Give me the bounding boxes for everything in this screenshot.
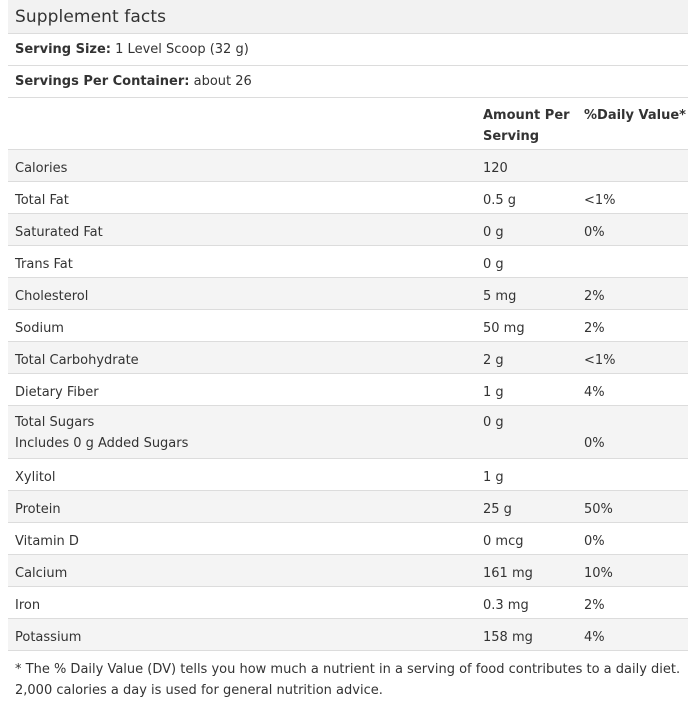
nutrient-amount: 0.5 g (483, 193, 517, 208)
nutrient-name (15, 254, 73, 275)
nutrient-amount: 0 g (483, 415, 504, 430)
amount-header-line2: Serving (483, 129, 540, 144)
nutrient-name-text: Calories (15, 161, 68, 176)
nutrient-name-text: Vitamin D (15, 534, 79, 549)
supplement-facts-panel (8, 0, 688, 703)
nutrient-amount: 0 g (483, 225, 504, 240)
table-row (8, 182, 688, 214)
nutrient-amount: 50 mg (483, 321, 525, 336)
table-row (8, 406, 688, 459)
page-title: Supplement facts (15, 6, 167, 27)
nutrient-amount: 0 mcg (483, 534, 524, 549)
nutrient-daily-value: 2% (584, 289, 605, 304)
nutrient-name (15, 467, 56, 488)
nutrient-amount: 5 mg (483, 289, 517, 304)
nutrient-table-body (8, 150, 688, 651)
nutrient-name (15, 318, 64, 339)
nutrient-name-text: Potassium (15, 630, 82, 645)
table-row (8, 555, 688, 587)
table-row (8, 342, 688, 374)
table-row (8, 374, 688, 406)
nutrient-name (15, 158, 67, 179)
serving-size-row (8, 34, 688, 66)
nutrient-name (15, 499, 61, 520)
nutrient-name-text: Dietary Fiber (15, 385, 99, 400)
nutrient-daily-value: 50% (584, 502, 613, 517)
nutrient-name (15, 627, 81, 648)
nutrient-amount: 25 g (483, 502, 512, 517)
nutrient-daily-value: 2% (584, 598, 605, 613)
nutrient-name (15, 222, 103, 243)
nutrient-amount: 1 g (483, 470, 504, 485)
table-row (8, 278, 688, 310)
table-row (8, 150, 688, 182)
nutrient-name-text: Iron (15, 598, 41, 613)
daily-value-header: %Daily Value* (584, 108, 686, 123)
table-row (8, 459, 688, 491)
nutrient-daily-value: 0% (584, 436, 605, 451)
nutrient-name-text: Sodium (15, 321, 64, 336)
nutrient-daily-value: 2% (584, 321, 605, 336)
nutrient-name (15, 190, 69, 211)
amount-per-serving-header (483, 105, 575, 147)
nutrient-name-text: Trans Fat (15, 257, 73, 272)
footnote: * The % Daily Value (DV) tells you how much a nutrient in a serving of food contributes to a daily diet. 2,000 calories a day is used for general nutrition advice. (15, 662, 681, 698)
nutrient-daily-value: 10% (584, 566, 613, 581)
table-row (8, 523, 688, 555)
nutrient-daily-value: <1% (584, 353, 616, 368)
nutrient-name (15, 412, 188, 454)
nutrient-name (15, 350, 139, 371)
nutrient-amount: 2 g (483, 353, 504, 368)
servings-per-container-value: about 26 (193, 74, 252, 89)
nutrient-name (15, 382, 99, 403)
table-row (8, 491, 688, 523)
nutrient-name-text: Calcium (15, 566, 68, 581)
nutrient-name-text: Total Sugars (15, 415, 95, 430)
nutrient-name-text: Total Fat (15, 193, 69, 208)
table-row (8, 214, 688, 246)
nutrient-name (15, 595, 40, 616)
table-row (8, 619, 688, 651)
nutrient-amount: 1 g (483, 385, 504, 400)
serving-size-value: 1 Level Scoop (32 g) (115, 42, 249, 57)
nutrient-daily-value: 4% (584, 385, 605, 400)
nutrient-daily-value: 4% (584, 630, 605, 645)
servings-per-container-label: Servings Per Container: (15, 74, 190, 89)
table-row (8, 246, 688, 278)
table-header (8, 98, 688, 150)
nutrient-name (15, 563, 67, 584)
nutrient-name (15, 531, 79, 552)
nutrient-amount: 161 mg (483, 566, 533, 581)
nutrient-name-text: Protein (15, 502, 61, 517)
title-bar (8, 0, 688, 34)
nutrient-amount: 0 g (483, 257, 504, 272)
nutrient-name-text: Cholesterol (15, 289, 89, 304)
serving-size-label: Serving Size: (15, 42, 112, 57)
nutrient-name-text: Xylitol (15, 470, 56, 485)
nutrient-name-text: Total Carbohydrate (15, 353, 139, 368)
nutrient-daily-value: <1% (584, 193, 616, 208)
nutrient-daily-value: 0% (584, 225, 605, 240)
amount-header-line1: Amount Per (483, 108, 570, 123)
nutrient-subtext: Includes 0 g Added Sugars (15, 436, 189, 451)
nutrient-daily-value: 0% (584, 534, 605, 549)
nutrient-amount: 0.3 mg (483, 598, 529, 613)
servings-per-container-row (8, 66, 688, 98)
nutrient-amount: 158 mg (483, 630, 533, 645)
nutrient-name-text: Saturated Fat (15, 225, 103, 240)
table-row (8, 587, 688, 619)
nutrient-amount: 120 (483, 161, 508, 176)
nutrient-name (15, 286, 88, 307)
table-row (8, 310, 688, 342)
